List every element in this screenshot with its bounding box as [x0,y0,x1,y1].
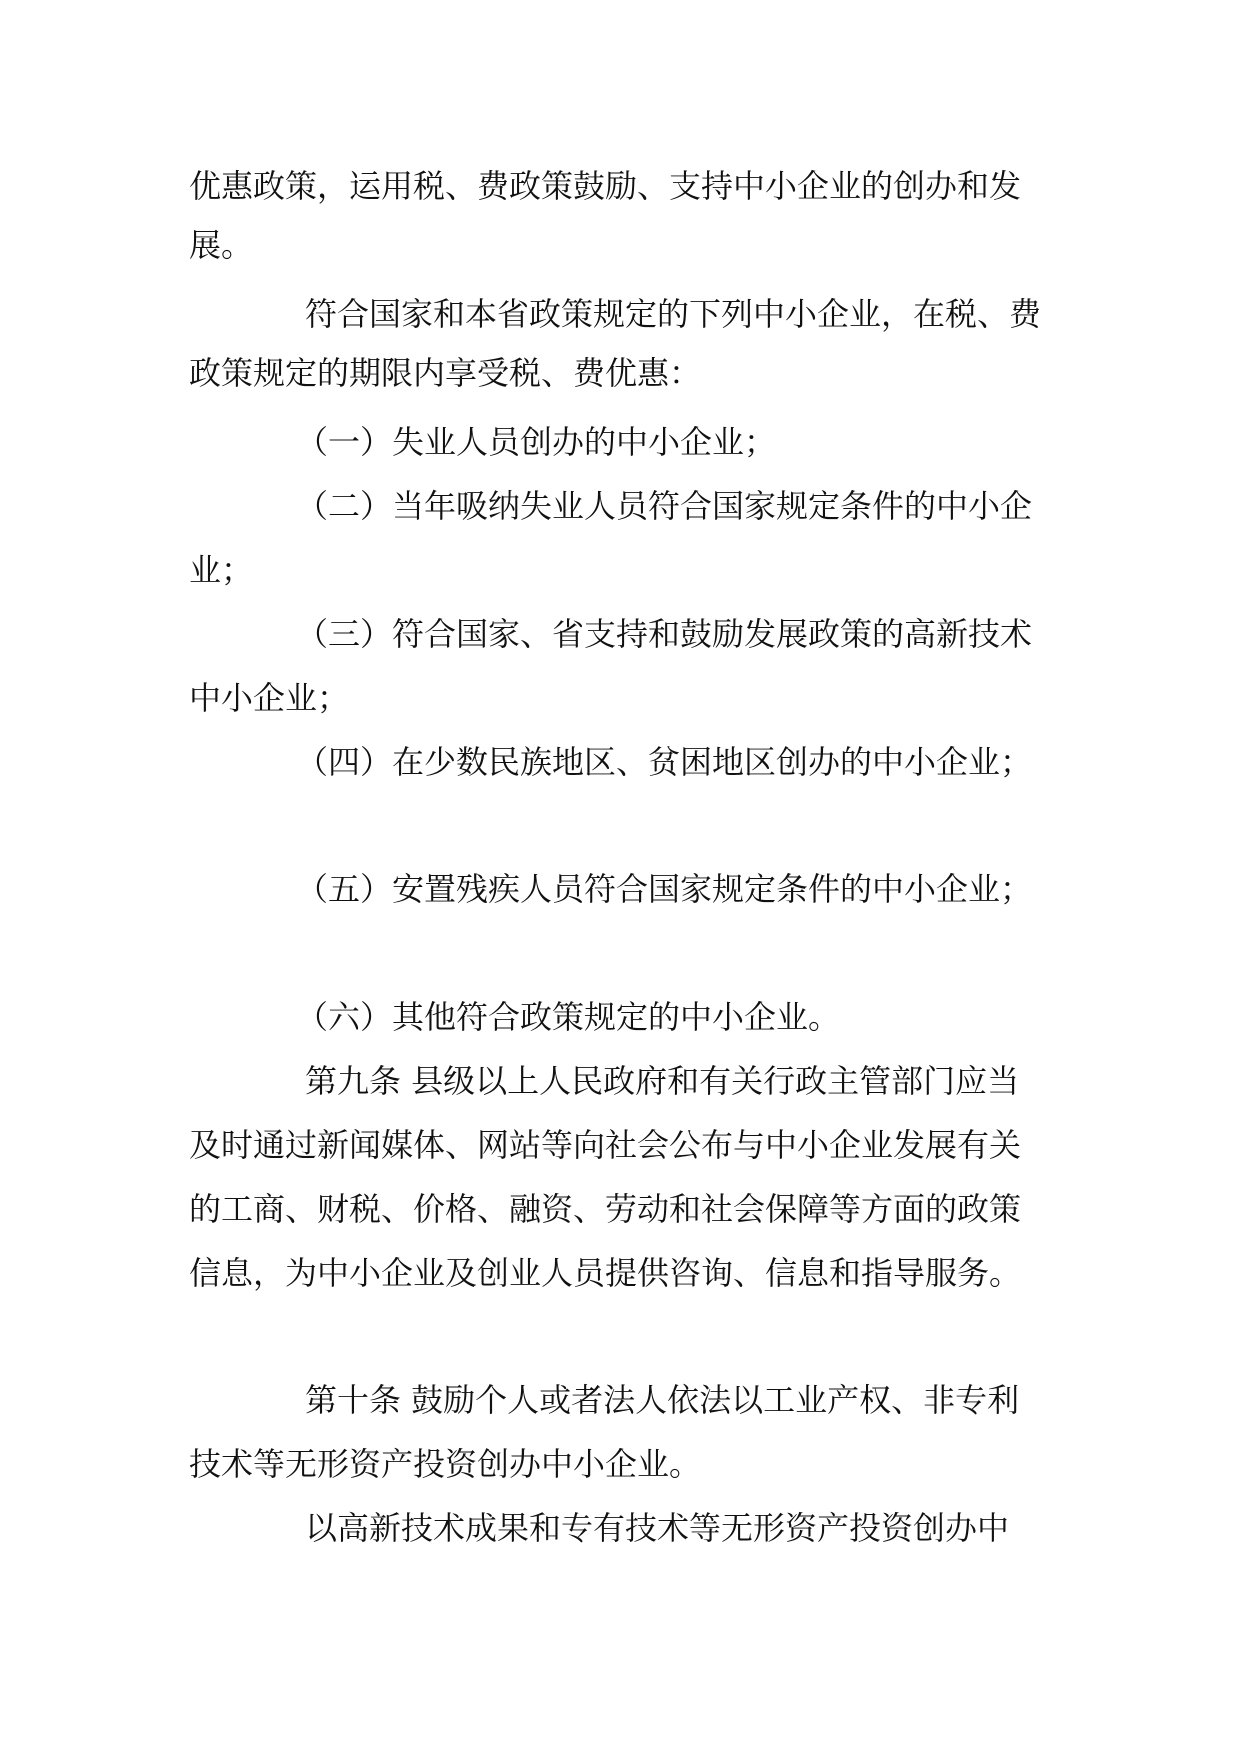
text-line: 的工商、财税、价格、融资、劳动和社会保障等方面的政策 [189,1190,1022,1228]
paragraph-line: 以高新技术成果和专有技术等无形资产投资创办中 [305,1509,1010,1547]
text-line: 及时通过新闻媒体、网站等向社会公布与中小企业发展有关 [189,1126,1022,1164]
list-item: （三）符合国家、省支持和鼓励发展政策的高新技术 [296,615,1033,653]
article-heading-line: 第九条 县级以上人民政府和有关行政主管部门应当 [305,1062,1020,1100]
text-line: 优惠政策，运用税、费政策鼓励、支持中小企业的创办和发 [189,167,1022,205]
paragraph-line: 符合国家和本省政策规定的下列中小企业，在税、费 [305,295,1042,333]
article-heading-line: 第十条 鼓励个人或者法人依法以工业产权、非专利 [305,1381,1020,1419]
text-line: 信息，为中小企业及创业人员提供咨询、信息和指导服务。 [189,1254,1022,1292]
list-item: （五）安置残疾人员符合国家规定条件的中小企业； [296,870,1033,908]
text-line: 业； [189,551,254,589]
list-item: （二）当年吸纳失业人员符合国家规定条件的中小企 [296,487,1033,525]
text-line: 政策规定的期限内享受税、费优惠： [189,354,702,392]
list-item: （四）在少数民族地区、贫困地区创办的中小企业； [296,743,1033,781]
list-item: （一）失业人员创办的中小企业； [296,423,777,461]
text-line: 展。 [189,226,254,264]
text-line: 技术等无形资产投资创办中小企业。 [189,1445,702,1483]
text-line: 中小企业； [189,679,350,717]
list-item: （六）其他符合政策规定的中小企业。 [296,998,841,1036]
